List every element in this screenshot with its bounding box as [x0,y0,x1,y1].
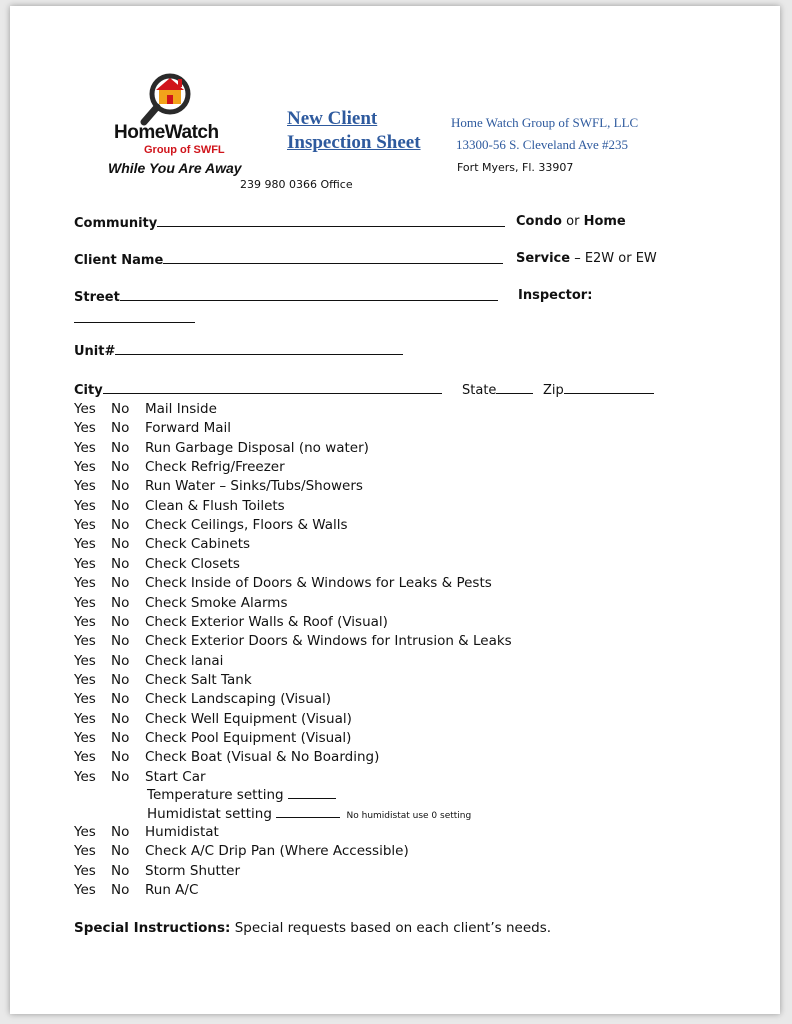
checklist-item-label: Check Refrig/Freezer [145,459,285,476]
logo-brand-text: HomeWatch [114,122,219,143]
no-option[interactable]: No [111,536,130,553]
service-choice [516,251,657,266]
checklist-item-label: Start Car [145,768,206,785]
yes-option[interactable]: Yes [74,729,96,746]
title-line-1: New Client [287,108,378,129]
humidistat-blank[interactable] [276,805,340,818]
community-blank[interactable] [157,214,505,227]
checklist-item-label: Check Cabinets [145,536,251,553]
checklist-item-label: Run A/C [145,882,199,899]
service-options: – E2W or EW [574,251,657,266]
no-option[interactable]: No [111,478,130,495]
title-line-2: Inspection Sheet [287,132,421,153]
checklist-item-label: Check Pool Equipment (Visual) [145,729,352,746]
checklist-item-label: Forward Mail [145,420,232,437]
no-option[interactable]: No [111,613,130,630]
home-label: Home [583,214,626,229]
no-option[interactable]: No [111,768,130,785]
yes-option[interactable]: Yes [74,749,96,766]
no-option[interactable]: No [111,594,130,611]
logo-tagline: While You Are Away [108,160,242,176]
checklist-item-label: Check Exterior Doors & Windows for Intrusion & Leaks [145,633,512,650]
yes-option[interactable]: Yes [74,594,96,611]
yes-option[interactable]: Yes [74,843,96,860]
no-option[interactable]: No [111,420,130,437]
checklist-item-label: Check Landscaping (Visual) [145,691,332,708]
zip-label: Zip [543,383,564,398]
no-option[interactable]: No [111,882,130,899]
checklist-item-label: Run Water – Sinks/Tubs/Showers [145,478,363,495]
no-option[interactable]: No [111,652,130,669]
unit-blank[interactable] [115,342,403,355]
yes-option[interactable]: Yes [74,536,96,553]
street-blank[interactable] [120,288,498,301]
magnifier-house-icon [140,70,200,126]
condo-home-choice [516,214,626,229]
client-name-field[interactable] [74,251,503,268]
no-option[interactable]: No [111,439,130,456]
checklist-item-label: Check Inside of Doors & Windows for Leaks & Pests [145,575,492,592]
client-name-label: Client Name [74,253,164,268]
checklist-item-label: Humidistat [145,824,219,840]
yes-option[interactable]: Yes [74,768,96,785]
checklist-item-label: Check A/C Drip Pan (Where Accessible) [145,843,409,860]
yes-option[interactable]: Yes [74,671,96,688]
checklist-item-label: Storm Shutter [145,862,241,879]
street-label: Street [74,290,120,305]
homewatch-logo [86,68,274,180]
yes-option[interactable]: Yes [74,439,96,456]
no-option[interactable]: No [111,517,130,534]
no-option[interactable]: No [111,710,130,727]
no-option[interactable]: No [111,459,130,476]
checklist-item-label: Check lanai [145,652,224,669]
special-instructions [74,920,551,936]
street-field[interactable] [74,288,498,305]
no-option[interactable]: No [111,691,130,708]
checklist-item-label: Check Closets [145,555,240,572]
company-address-2: Fort Myers, Fl. 33907 [457,161,574,174]
client-name-blank[interactable] [163,251,503,264]
no-option[interactable]: No [111,843,130,860]
yes-option[interactable]: Yes [74,555,96,572]
checklist-item-label: Clean & Flush Toilets [145,497,285,514]
yes-option[interactable]: Yes [74,862,96,879]
humidistat-setting[interactable] [147,805,471,822]
no-option[interactable]: No [111,497,130,514]
yes-option[interactable]: Yes [74,459,96,476]
office-phone: 239 980 0366 Office [240,178,353,191]
no-option[interactable]: No [111,555,130,572]
no-option[interactable]: No [111,824,130,840]
no-option[interactable]: No [111,749,130,766]
checklist-item-label: Check Salt Tank [145,671,252,688]
inspector-blank[interactable] [74,308,195,327]
checklist-item-label: Check Smoke Alarms [145,594,288,611]
yes-option[interactable]: Yes [74,420,96,437]
yes-option[interactable]: Yes [74,691,96,708]
no-option[interactable]: No [111,729,130,746]
checklist-item-label: Mail Inside [145,401,217,417]
yes-option[interactable]: Yes [74,652,96,669]
checklist-item-label: Run Garbage Disposal (no water) [145,439,369,456]
yes-option[interactable]: Yes [74,824,96,840]
yes-option[interactable]: Yes [74,575,96,592]
checklist-item-label: Check Well Equipment (Visual) [145,710,352,727]
community-field[interactable] [74,214,505,231]
yes-option[interactable]: Yes [74,710,96,727]
unit-field[interactable] [74,342,403,359]
service-label: Service [516,251,571,266]
temperature-label: Temperature setting [147,787,284,803]
city-label: City [74,383,103,398]
yes-option[interactable]: Yes [74,633,96,650]
logo-group-text: Group of SWFL [144,144,225,156]
checklist-item-label: Check Boat (Visual & No Boarding) [145,749,380,766]
yes-option[interactable]: Yes [74,613,96,630]
condo-label: Condo [516,214,562,229]
state-field[interactable] [462,381,533,398]
temperature-blank[interactable] [288,786,336,799]
city-blank[interactable] [103,381,442,394]
no-option[interactable]: No [111,401,130,417]
zip-blank[interactable] [564,381,654,394]
yes-option[interactable]: Yes [74,497,96,514]
state-blank[interactable] [496,381,533,394]
special-text: Special requests based on each client’s needs. [234,920,552,936]
humidistat-note: No humidistat use 0 setting [346,811,472,821]
no-option[interactable]: No [111,575,130,592]
checklist-item-label: Check Ceilings, Floors & Walls [145,517,348,534]
temperature-setting[interactable] [147,786,336,803]
inspector-label: Inspector: [518,288,593,303]
company-address-1: 13300-56 S. Cleveland Ave #235 [456,137,628,152]
or-word: or [566,214,580,229]
yes-option[interactable]: Yes [74,478,96,495]
inspection-sheet-page [10,6,780,1014]
no-option[interactable]: No [111,862,130,879]
humidistat-label: Humidistat setting [147,806,272,822]
unit-label: Unit# [74,344,116,359]
company-name: Home Watch Group of SWFL, LLC [451,115,639,130]
city-field[interactable] [74,381,442,398]
yes-option[interactable]: Yes [74,517,96,534]
yes-option[interactable]: Yes [74,401,96,417]
yes-option[interactable]: Yes [74,882,96,899]
state-label: State [462,383,497,398]
special-label: Special Instructions: [74,920,231,936]
checklist-item-label: Check Exterior Walls & Roof (Visual) [145,613,388,630]
community-label: Community [74,216,158,231]
no-option[interactable]: No [111,671,130,688]
inspector-field [518,288,592,303]
zip-field[interactable] [543,381,654,398]
no-option[interactable]: No [111,633,130,650]
